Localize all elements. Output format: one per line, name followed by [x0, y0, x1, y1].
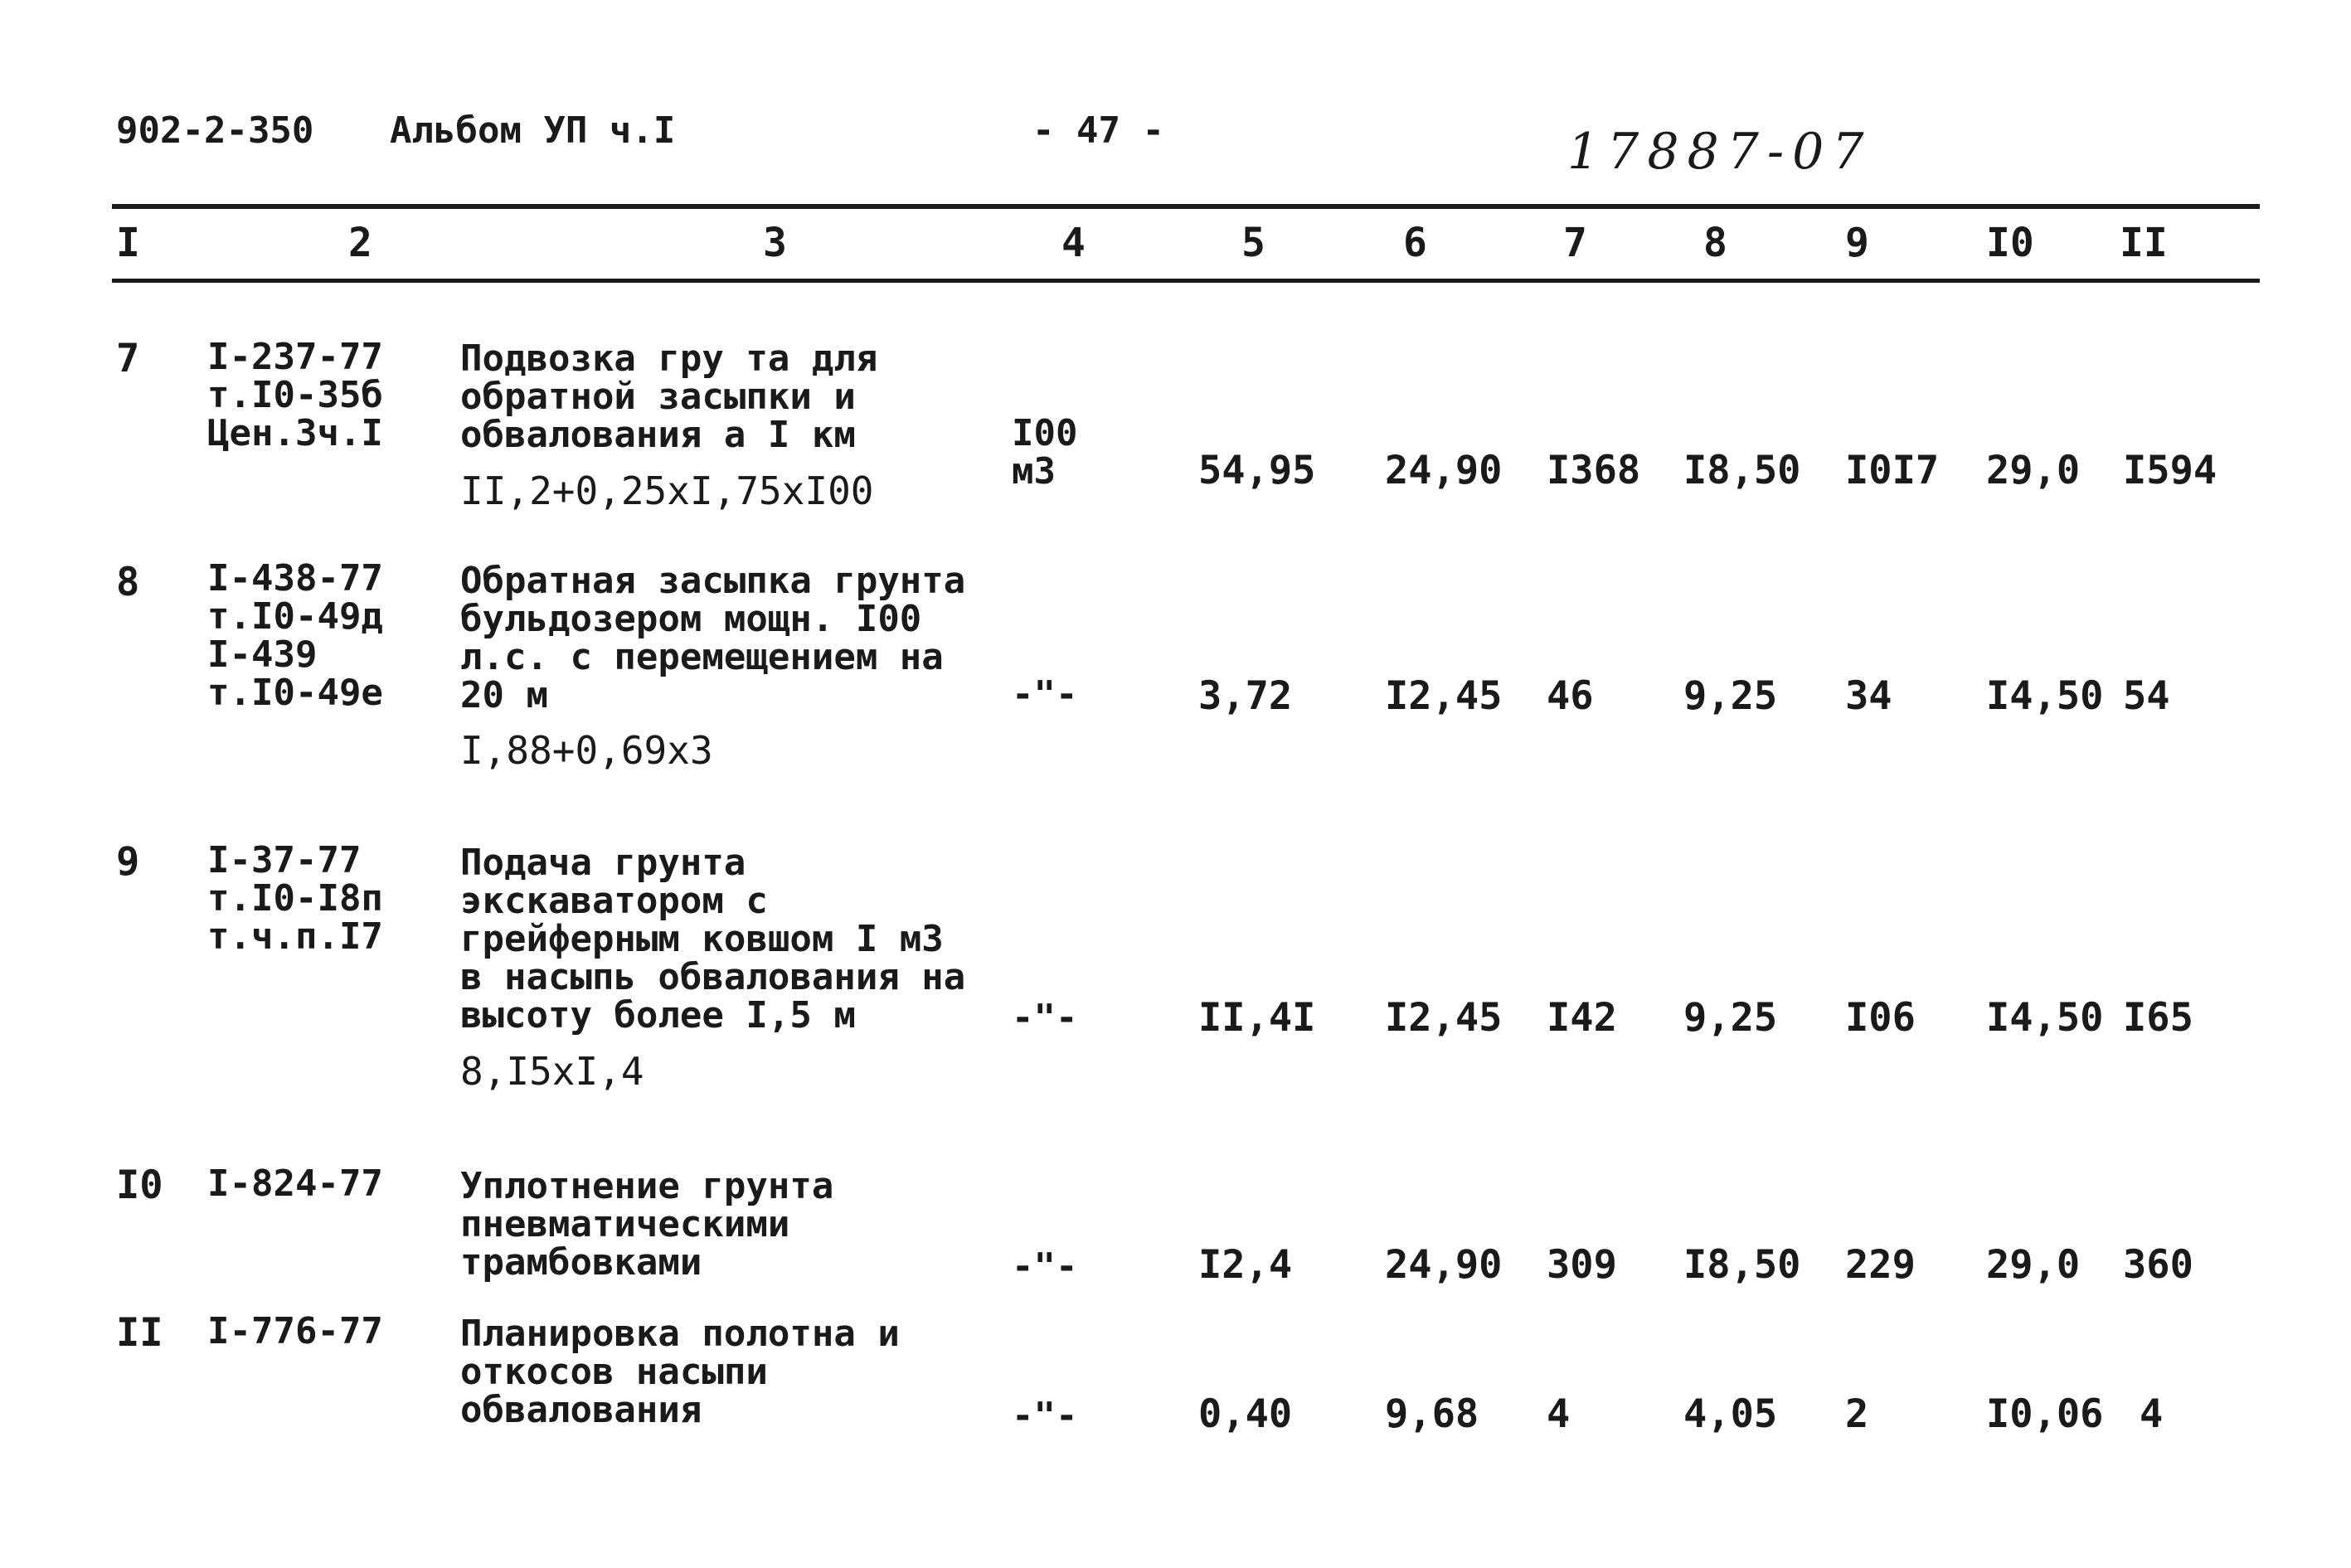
calculation-formula: I,88+0,69x3	[460, 728, 713, 773]
cell-col7: I42	[1547, 995, 1617, 1041]
column-number: 6	[1403, 220, 1427, 266]
row-number: I0	[116, 1163, 163, 1208]
cell-col9: 229	[1845, 1242, 1916, 1288]
unit: -"-	[1012, 997, 1078, 1039]
norm-code: I-776-77	[207, 1310, 383, 1352]
cell-col11: 54	[2123, 673, 2170, 719]
column-number: 7	[1563, 220, 1587, 266]
album-label: Альбом УП ч.I	[390, 109, 676, 152]
cell-col11: I594	[2123, 448, 2217, 493]
column-number: 5	[1241, 220, 1265, 266]
cell-col11: 4	[2140, 1391, 2164, 1437]
cell-col5: I2,4	[1198, 1242, 1293, 1288]
unit: -"-	[1012, 673, 1078, 716]
cell-col8: 9,25	[1683, 995, 1778, 1041]
cell-col9: I06	[1845, 995, 1916, 1041]
handwritten-number: 17887-07	[1567, 123, 1873, 181]
cell-col6: I2,45	[1385, 995, 1503, 1041]
column-number: 9	[1845, 220, 1869, 266]
cell-col6: 24,90	[1385, 1242, 1503, 1288]
cell-col5: II,4I	[1198, 995, 1316, 1041]
norm-code: I-438-77 т.I0-49д I-439 т.I0-49е	[207, 557, 383, 714]
column-number: I	[116, 220, 140, 266]
row-number: 8	[116, 560, 140, 605]
cell-col11: I65	[2123, 995, 2193, 1041]
cell-col10: 29,0	[1986, 1242, 2081, 1288]
cell-col5: 54,95	[1198, 448, 1316, 493]
calculation-formula: 8,I5xI,4	[460, 1049, 644, 1094]
cell-col6: I2,45	[1385, 673, 1503, 719]
cell-col7: 4	[1547, 1391, 1571, 1437]
table-top-rule	[112, 204, 2260, 209]
header-bottom-rule	[112, 279, 2260, 283]
work-description: Планировка полотна и откосов насыпи обвалования	[460, 1313, 900, 1431]
cell-col9: 34	[1845, 673, 1892, 719]
cell-col11: 360	[2123, 1242, 2193, 1288]
cell-col9: I0I7	[1845, 448, 1940, 493]
unit: I00 м3	[1012, 412, 1078, 493]
column-number: 2	[348, 220, 372, 266]
work-description: Подвозка гру та для обратной засыпки и обвалования а I км	[460, 337, 878, 456]
document-code: 902-2-350	[116, 109, 314, 152]
cell-col10: 29,0	[1986, 448, 2081, 493]
cell-col8: 4,05	[1683, 1391, 1778, 1437]
cell-col5: 3,72	[1198, 673, 1293, 719]
norm-code: I-237-77 т.I0-35б Цен.3ч.I	[207, 336, 383, 454]
cell-col10: I4,50	[1986, 995, 2104, 1041]
column-number: 8	[1703, 220, 1727, 266]
cell-col10: I4,50	[1986, 673, 2104, 719]
cell-col10: I0,06	[1986, 1391, 2104, 1437]
row-number: 9	[116, 839, 140, 885]
row-number: II	[116, 1310, 163, 1356]
work-description: Подача грунта экскаватором с грейферным ковшом I м3 в насыпь обвалования на высоту более I,5 м	[460, 842, 966, 1036]
work-description: Уплотнение грунта пневматическими трамбовками	[460, 1165, 834, 1284]
cell-col8: I8,50	[1683, 448, 1801, 493]
cell-col7: 309	[1547, 1242, 1617, 1288]
cell-col9: 2	[1845, 1391, 1869, 1437]
cell-col6: 24,90	[1385, 448, 1503, 493]
unit: -"-	[1012, 1395, 1078, 1437]
unit: -"-	[1012, 1245, 1078, 1288]
cell-col5: 0,40	[1198, 1391, 1293, 1437]
row-number: 7	[116, 336, 140, 381]
norm-code: I-824-77	[207, 1163, 383, 1205]
calculation-formula: II,2+0,25xI,75xI00	[460, 468, 874, 513]
column-number: I0	[1986, 220, 2034, 266]
work-description: Обратная засыпка грунта бульдозером мощн. I00 л.с. с перемещением на 20 м	[460, 560, 966, 716]
cell-col7: I368	[1547, 448, 1641, 493]
cell-col7: 46	[1547, 673, 1594, 719]
page-number: - 47 -	[1032, 109, 1164, 152]
column-number: 4	[1061, 220, 1086, 266]
cell-col6: 9,68	[1385, 1391, 1479, 1437]
cell-col8: 9,25	[1683, 673, 1778, 719]
norm-code: I-37-77 т.I0-I8п т.ч.п.I7	[207, 839, 383, 958]
column-number: 3	[763, 220, 787, 266]
cell-col8: I8,50	[1683, 1242, 1801, 1288]
column-number: II	[2120, 220, 2168, 266]
